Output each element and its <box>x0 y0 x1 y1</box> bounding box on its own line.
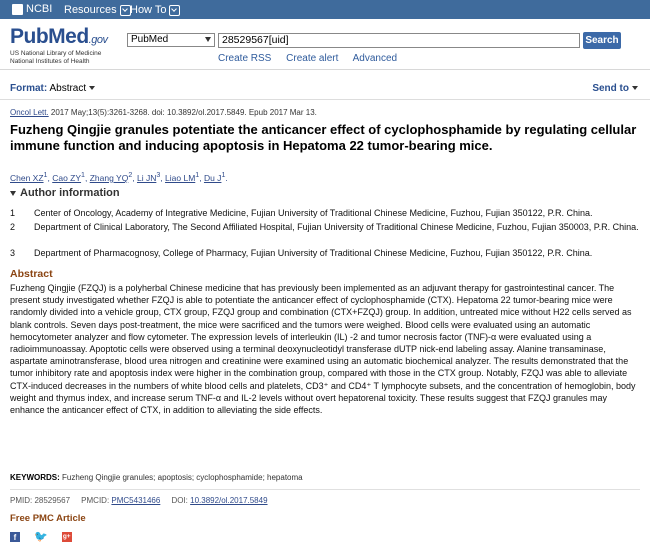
select-arrow-icon <box>205 37 211 42</box>
pubmed-header <box>0 19 650 70</box>
create-alert-link[interactable]: Create alert <box>286 53 339 64</box>
advanced-link[interactable]: Advanced <box>352 53 398 64</box>
search-button[interactable]: Search <box>583 32 621 49</box>
pmcid-link[interactable]: PMC5431466 <box>111 496 161 505</box>
pubmed-logo[interactable]: PubMed.gov <box>10 25 108 48</box>
divider <box>10 489 640 490</box>
chevron-down-icon <box>120 5 131 16</box>
abstract-heading: Abstract <box>10 268 53 280</box>
howto-menu[interactable]: How To <box>130 4 180 16</box>
author-link[interactable]: Zhang YQ <box>89 172 129 183</box>
nlm-subtitle: US National Library of Medicine National Institutes of Health <box>10 50 102 65</box>
journal-link[interactable]: Oncol Lett. <box>10 108 49 117</box>
triangle-down-icon <box>10 191 16 196</box>
chevron-down-icon <box>169 5 180 16</box>
chevron-down-icon <box>89 86 95 90</box>
author-link[interactable]: Cao ZY <box>52 172 82 183</box>
search-input[interactable]: 28529567[uid] <box>218 33 580 48</box>
social-share <box>10 532 72 542</box>
article-title: Fuzheng Qingjie granules potentiate the anticancer effect of cyclophosphamide by regulating cellular immune function and inducing apoptosis in Hepatoma 22 tumor-bearing mice. <box>10 122 637 153</box>
send-to-menu[interactable]: Send to <box>592 83 638 94</box>
citation: Oncol Lett. 2017 May;13(5):3261-3268. doi: 10.3892/ol.2017.5849. Epub 2017 Mar 13. <box>10 108 317 117</box>
author-list: Chen $XZ^1$, Cao $ZY^1$, Zhang $YQ^2$, Li $JN^3$, Liao $LM^1$, Du $J^1$. <box>10 171 228 183</box>
google-plus-icon[interactable]: g+ <box>62 533 71 540</box>
ncbi-logo-icon <box>12 4 23 15</box>
author-link[interactable]: Liao LM <box>165 172 196 183</box>
author-link[interactable]: Li JN <box>136 172 157 183</box>
author-info-toggle[interactable]: Author information <box>10 187 120 199</box>
database-select[interactable]: PubMed <box>127 33 215 47</box>
abstract-text: Fuzheng Qingjie (FZQJ) is a polyherbal Chinese medicine that has previously been implemented as an adjuvant therapy for gastrointestinal cancer. The present study investigated whether FZQJ is able to potentiate the anticancer effect of cyclophosphamide (CTX). Hepatoma 22 tumor-bearing mice were randomly divided into a vehicle group, CTX group, FZQJ group and combination (CTX+FZQJ) group. In addition, untreated mice without H22 cells served as blank controls. Seven days post-treatment, the mice were sacrificed and the tumors were weighed. Blood cells were evaluated using an automatic hemocytometer analyzer and flow cytometer. The expression levels of interleukin (IL) -2 and tumor necrosis factor (TNF)-α were evaluated using a radioimmunoassay. Apoptotic cells were observed using a terminal deoxynucleotidyl transferase dUTP nick-end labeling assay. Alanine transaminase, aspartate aminotransferase, blood urea nitrogen and creatinine were examined using an automatic biochemical analyzer. The results demonstrated that the tumor inhibitory rate and apoptosis index were higher in the combination group, compared with those in the CTX group. Notably, FZQJ was able to alleviate CTX-induced decreases in the numbers of white blood cells and platelets, CD3⁺ and CD4⁺ T lymphocyte subsets, and the concentration of hemoglobin, body weight and thymus index, and increase serum TNF-α and IL-2 levels without overt hepatorenal toxicity. These results suggest that FZQJ granules may enhance the anticancer effect of CTX, in addition to alleviating the side effects. <box>10 283 636 416</box>
chevron-down-icon <box>632 86 638 90</box>
author-link[interactable]: Chen XZ <box>10 172 44 183</box>
author-link[interactable]: Du J <box>203 172 222 183</box>
twitter-icon[interactable]: 🐦 <box>34 531 48 543</box>
format-select[interactable]: Format: Abstract <box>10 83 95 94</box>
keywords: KEYWORDS: Fuzheng Qingjie granules; apoptosis; cyclophosphamide; hepatoma <box>10 473 303 482</box>
ncbi-logo[interactable]: NCBI <box>12 3 52 15</box>
create-rss-link[interactable]: Create RSS <box>218 53 272 64</box>
article-ids: PMID: 28529567 PMCID: PMC5431466 DOI: 10.3892/ol.2017.5849 <box>10 496 268 505</box>
ncbi-bar <box>0 0 650 19</box>
facebook-icon[interactable]: f <box>10 532 20 542</box>
search-links <box>218 53 409 64</box>
free-pmc-article-link[interactable]: Free PMC Article <box>10 513 86 524</box>
format-bar <box>0 79 650 100</box>
doi-link[interactable]: 10.3892/ol.2017.5849 <box>190 496 268 505</box>
resources-menu[interactable]: Resources <box>64 4 131 16</box>
